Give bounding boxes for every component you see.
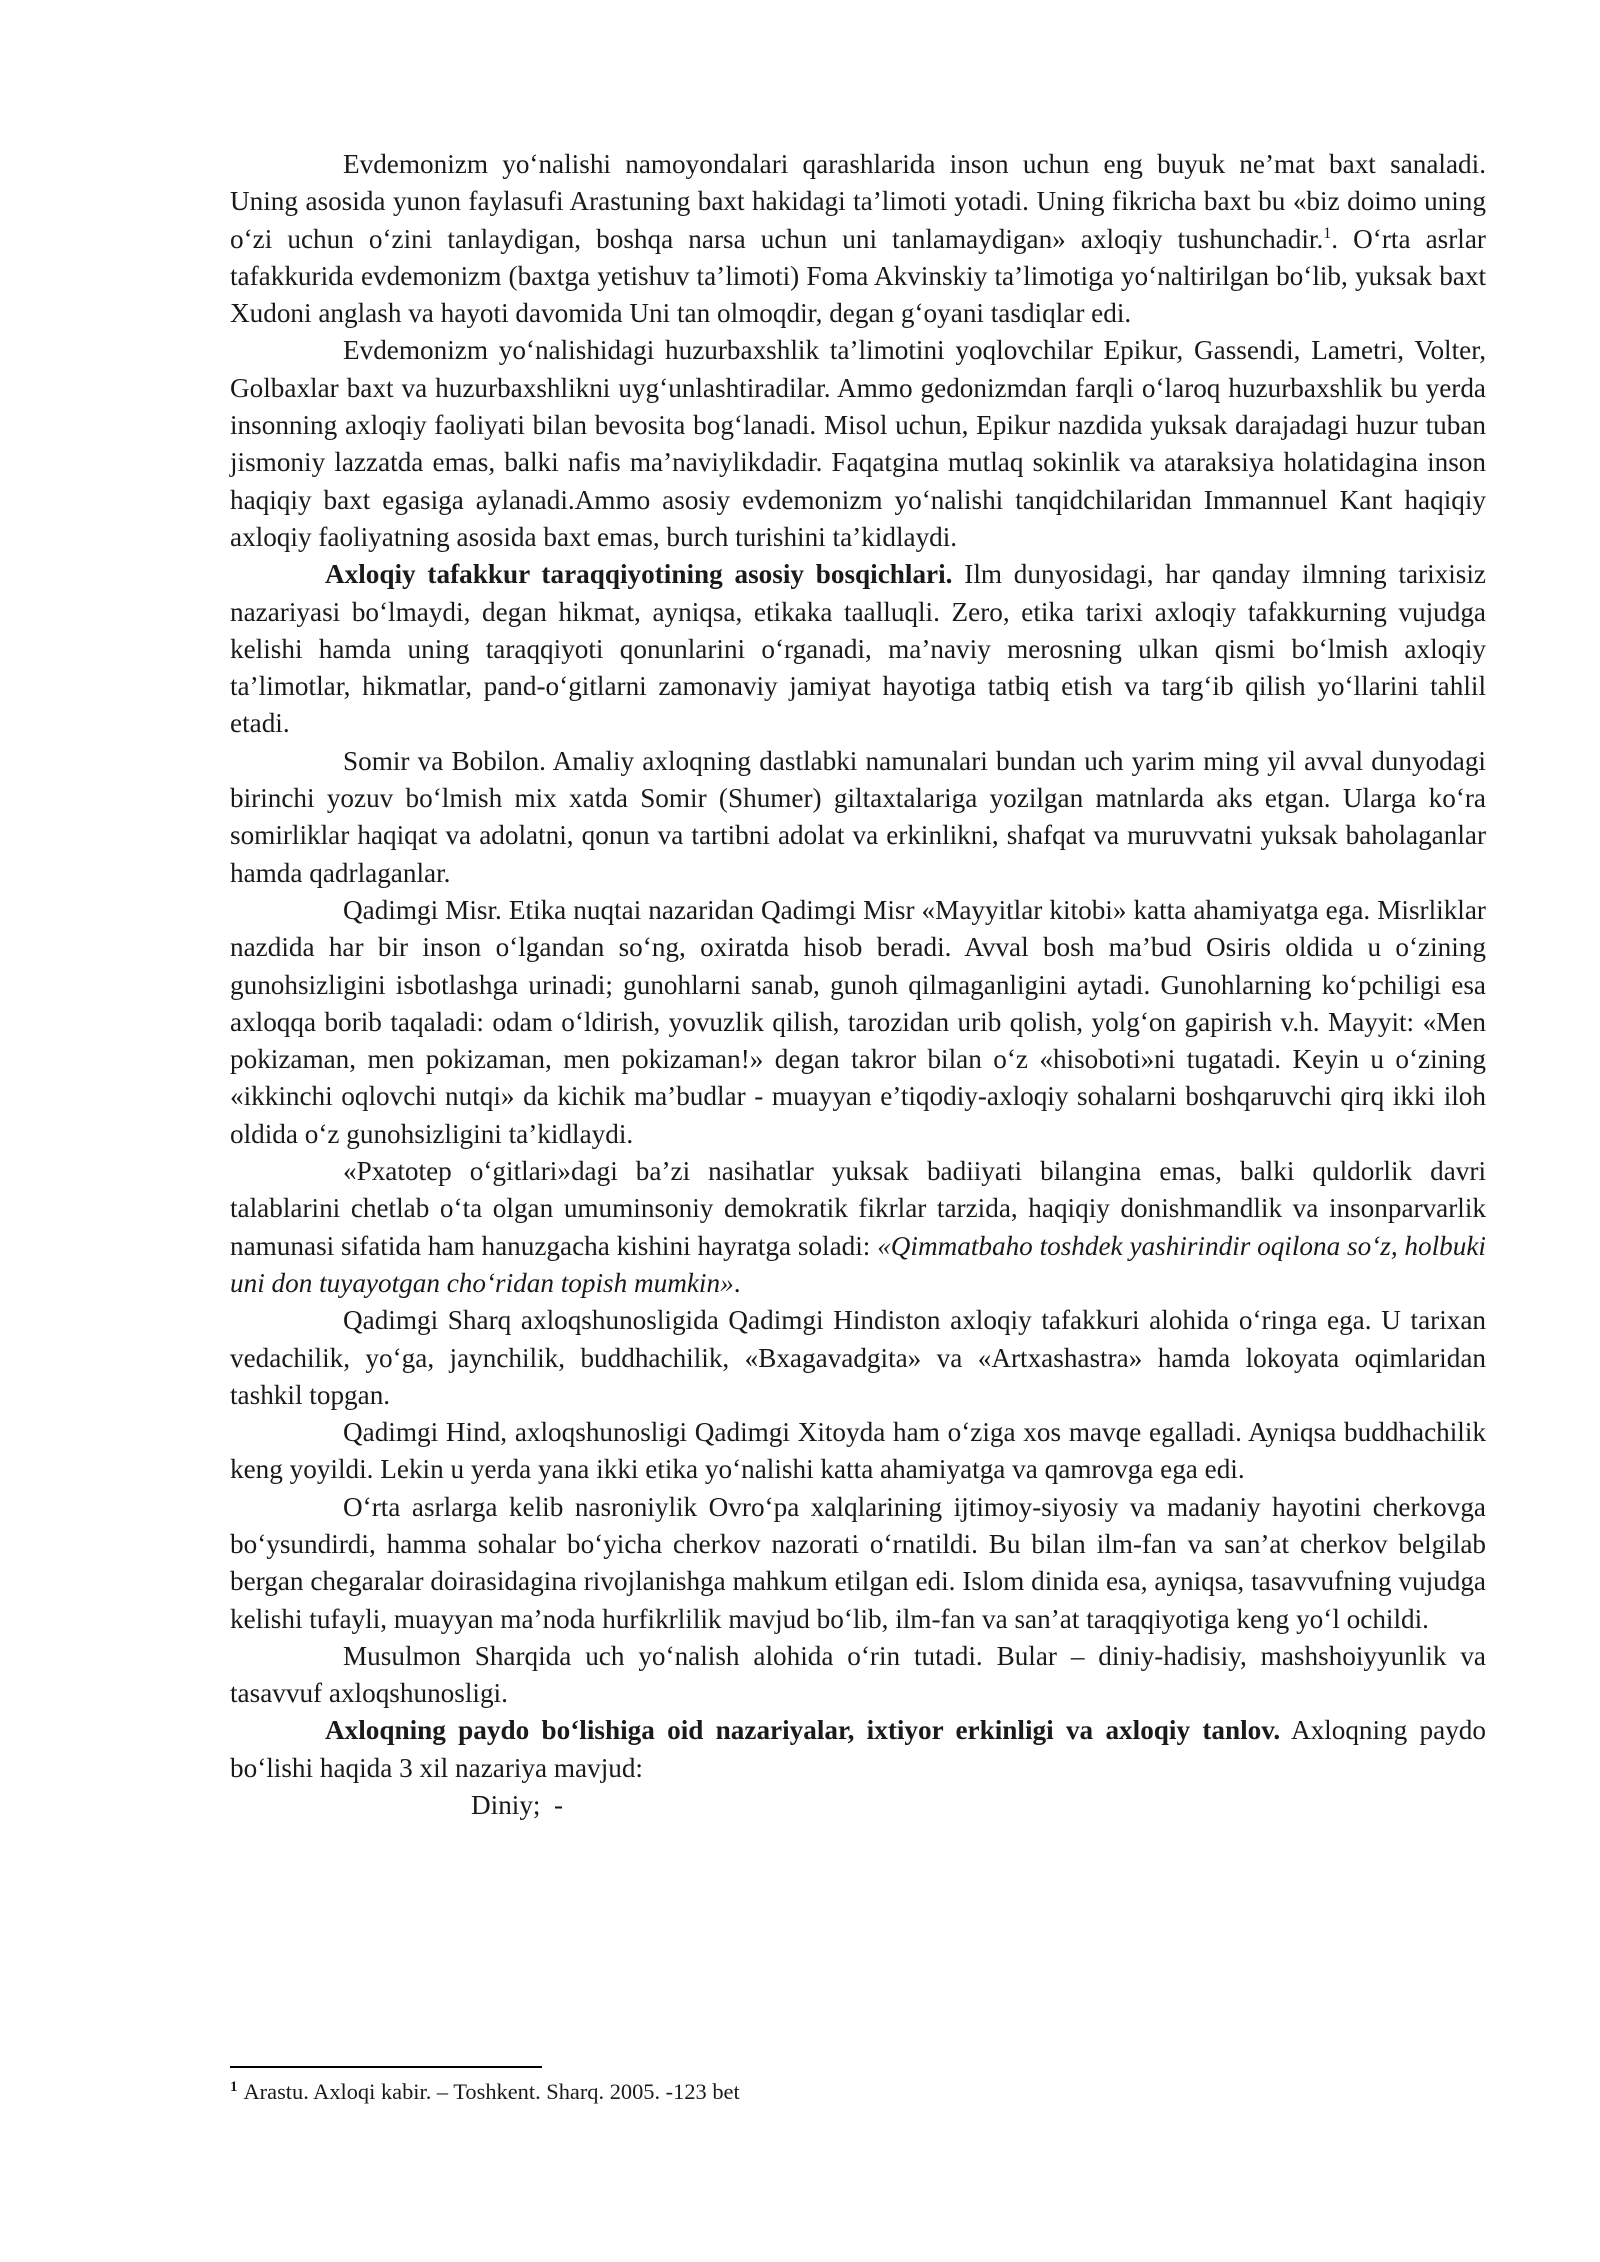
paragraph-muslim-east xyxy=(230,1638,1486,1713)
paragraph-origin-theories xyxy=(230,1712,1486,1787)
paragraph-evdemonizm-aristotle xyxy=(230,146,1486,332)
footnote-number: 1 xyxy=(230,2079,238,2095)
paragraph-text: Evdemonizm yo‘nalishi namoyondalari qarashlarida inson uchun eng buyuk ne’mat baxt sanaladi. Uning asosida yunon faylasufi Arastuning baxt hakidagi ta’limoti yotadi. Uning fikricha baxt bu «biz doimo uning o‘zi uchun o‘zini tanlaydigan, boshqa narsa uchun uni tanlamaydigan» axloqiy tushunchadir. xyxy=(230,149,1486,254)
paragraph-text: Evdemonizm yo‘nalishidagi huzurbaxshlik ta’limotini yoqlovchilar Epikur, Gassendi, Lametri, Volter, Golbaxlar baxt va huzurbaxshlikni uyg‘unlashtiradilar. Ammo gedonizmdan farqli o‘laroq huzurbaxshlik bu yerda insonning axloqiy faoliyati bilan bevosita bog‘lanadi. Misol uchun, Epikur nazdida yuksak darajadagi huzur tuban jismoniy lazzatda emas, balki nafis ma’naviylikdadir. Faqatgina mutlaq sokinlik va ataraksiya holatidagina inson haqiqiy baxt egasiga aylanadi.Ammo asosiy evdemonizm yo‘nalishi tanqidchilaridan Immannuel Kant haqiqiy axloqiy faoliyatning asosida baxt emas, burch turishini ta’kidlaydi. xyxy=(230,335,1486,552)
paragraph-ancient-egypt xyxy=(230,892,1486,1153)
paragraph-text: Qadimgi Hind, axloqshunosligi Qadimgi Xitoyda ham o‘ziga xos mavqe egalladi. Ayniqsa buddhachilik keng yoyildi. Lekin u yerda yana ikki etika yo‘nalishi katta ahamiyatga va qamrovga ega edi. xyxy=(230,1417,1486,1485)
list-item-text: Diniy; xyxy=(471,1790,541,1821)
paragraph-text: O‘rta asrlarga kelib nasroniylik Ovro‘pa xalqlarining ijtimoy-siyosiy va madaniy hayotini cherkovga bo‘ysundirdi, hamma sohalar bo‘yicha cherkov nazorati o‘rnatildi. Bu bilan ilm-fan va san’at cherkov belgilab bergan chegaralar doirasidagina rivojlanishga mahkum etilgan edi. Islom dinida esa, ayniqsa, tasavvufning vujudga kelishi tufayli, muayyan ma’noda hurfikrlilik mavjud bo‘lib, ilm-fan va san’at taraqqiyotiga keng yo‘l ochildi. xyxy=(230,1491,1486,1634)
paragraph-text: Qadimgi Misr. Etika nuqtai nazaridan Qadimgi Misr «Mayyitlar kitobi» katta ahamiyatga ega. Misrliklar nazdida har bir inson o‘lgandan so‘ng, oxiratda hisob beradi. Avval bosh ma’bud Osiris oldida u o‘zining gunohsizligini isbotlashga urinadi; gunohlarni sanab, gunoh qilmaganligini aytadi. Gunohlarning ko‘pchiligi esa axloqqa borib taqaladi: odam o‘ldirish, yovuzlik qilish, tarozidan urib qolish, yolg‘on gapirish v.h. Mayyit: «Men pokizaman, men pokizaman, men pokizaman!» degan takror bilan o‘z «hisoboti»ni tugatadi. Keyin u o‘zining «ikkinchi oqlovchi nutqi» da kichik ma’budlar - muayyan e’tiqodiy-axloqiy sohalarni boshqaruvchi qirq ikki iloh oldida o‘z gunohsizligini ta’kidlaydi. xyxy=(230,894,1486,1149)
paragraph-text: «Pxatotep o‘gitlari»dagi ba’zi nasihatlar yuksak badiiyati bilangina emas, balki quldorlik davri talablarini chetlab o‘ta olgan umuminsoniy demokratik fikrlar tarzida, haqiqiy donishmandlik va insonparvarlik namunasi sifatida ham hanuzgacha kishini hayratga soladi: xyxy=(230,1156,1486,1261)
paragraph-text: Somir va Bobilon. Amaliy axloqning dastlabki namunalari bundan uch yarim ming yil avval dunyodagi birinchi yozuv bo‘lmish mix xatda Somir (Shumer) giltaxtalariga yozilgan matnlarda aks etgan. Ularga ko‘ra somirliklar haqiqat va adolatni, qonun va tartibni adolat va erkinlikni, shafqat va muruvvatni yuksak baholaganlar hamda qadrlaganlar. xyxy=(230,745,1486,888)
paragraph-text: Axloqning paydo bo‘lishi haqida 3 xil nazariya mavjud: xyxy=(230,1715,1486,1783)
paragraph-text: Qadimgi Sharq axloqshunosligida Qadimgi Hindiston axloqiy tafakkuri alohida o‘ringa ega. U tarixan vedachilik, yo‘ga, jaynchilik, buddhachilik, «Bxagavadgita» va «Artxashastra» hamda lokoyata oqimlaridan tashkil topgan. xyxy=(230,1305,1486,1410)
paragraph-text: . O‘rta asrlar tafakkurida evdemonizm (baxtga yetishuv ta’limoti) Foma Akvinskiy ta’limotiga yo‘naltirilgan bo‘lib, yuksak baxt Xudoni anglash va hayoti davomida Uni tan olmoqdir, degan g‘oyani tasdiqlar edi. xyxy=(230,223,1486,329)
paragraph-ancient-china xyxy=(230,1414,1486,1489)
paragraph-text: . xyxy=(733,1267,741,1298)
section-heading-origin-theories: Axloqning paydo bo‘lishiga oid nazariyalar, ixtiyor erkinligi va axloqiy tanlov. xyxy=(325,1715,1281,1746)
footnote-text: Arastu. Axloqi kabir. – Toshkent. Sharq. 2005. -123 bet xyxy=(243,2079,740,2104)
paragraph-middle-ages xyxy=(230,1489,1486,1638)
paragraph-text: Ilm dunyosidagi, har qanday ilmning tarixisiz nazariyasi bo‘lmaydi, degan hikmat, ayniqsa, etikaka taalluqli. Zero, etika tarixi axloqiy tafakkurning vujudga kelishi hamda uning taraqqiyoti qonunlarini o‘rganadi, ma’naviy merosning ulkan qismi bo‘lmish axloqiy ta’limotlar, hikmatlar, pand-o‘gitlarni zamonaviy jamiyat hayotiga tatbiq etish va targ‘ib qilish yo‘llarini tahlil etadi. xyxy=(230,559,1486,739)
list-item-religious xyxy=(230,1787,1486,1824)
paragraph-ancient-india xyxy=(230,1302,1486,1414)
list-dash: - xyxy=(554,1790,564,1821)
footnote-separator xyxy=(230,2066,542,2068)
document-body xyxy=(230,146,1486,1824)
paragraph-ethics-history xyxy=(230,556,1486,742)
footnote-reference[interactable]: 1 xyxy=(1323,224,1332,242)
quote-text: «Qimmatbaho toshdek yashirindir oqilona so‘z, holbuki uni don tuyayotgan cho‘ridan topish mumkin» xyxy=(230,1230,1486,1298)
paragraph-ptahhotep xyxy=(230,1153,1486,1302)
paragraph-sumer-babylon xyxy=(230,743,1486,892)
section-heading-ethics-stages: Axloqiy tafakkur taraqqiyotining asosiy bosqichlari. xyxy=(325,559,953,590)
paragraph-text: Musulmon Sharqida uch yo‘nalish alohida o‘rin tutadi. Bular – diniy-hadisiy, mashshoiyyunlik va tasavvuf axloqshunosligi. xyxy=(230,1640,1486,1709)
paragraph-hedonism xyxy=(230,332,1486,556)
footnote xyxy=(230,2077,1486,2107)
